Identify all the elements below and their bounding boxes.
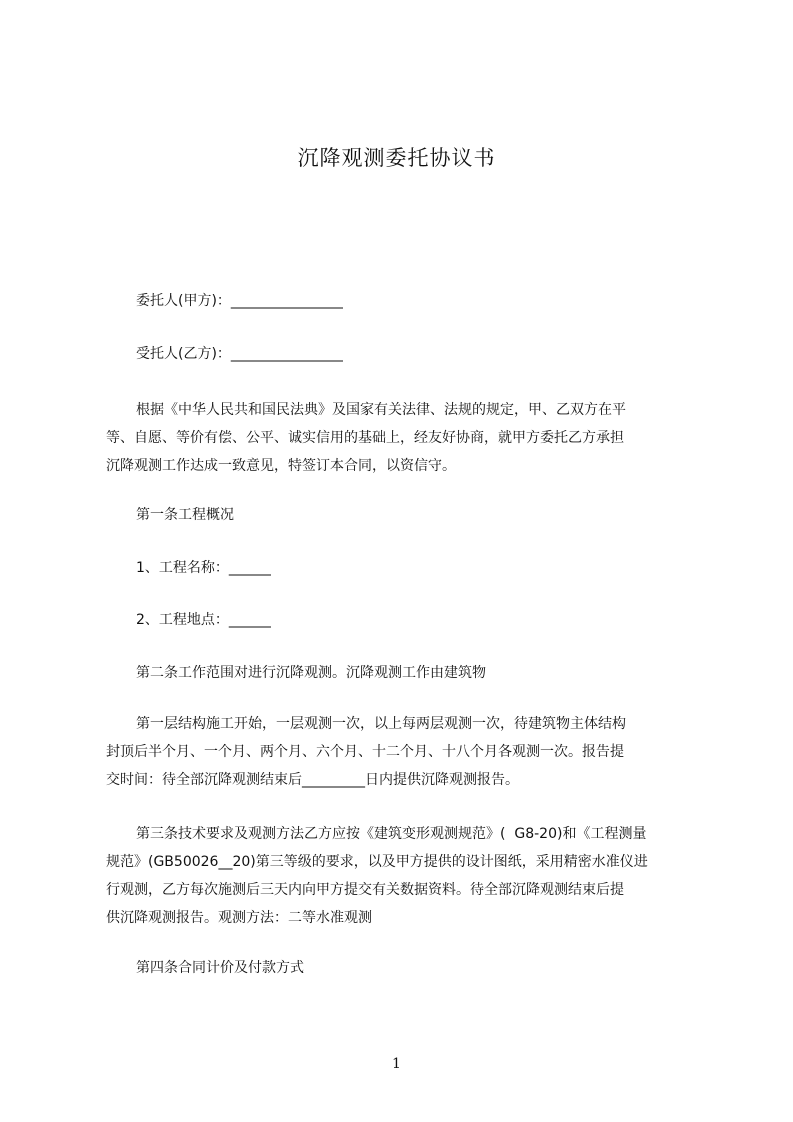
article3-line: 规范》(GB50026__20)第三等级的要求，以及甲方提供的设计图纸，采用精密水准仪进 [106, 854, 648, 870]
project-name-line: 1、工程名称：______ [136, 560, 271, 576]
intro-line: 等、自愿、等价有偿、公平、诚实信用的基础上，经友好协商，就甲方委托乙方承担 [106, 430, 624, 446]
contractor-party-line: 受托人(乙方)：________________ [136, 346, 343, 362]
article1-heading: 第一条工程概况 [136, 507, 234, 523]
intro-line: 沉降观测工作达成一致意见，特签订本合同，以资信守。 [106, 458, 456, 474]
project-location-line: 2、工程地点：______ [136, 612, 271, 628]
article3-line: 供沉降观测报告。观测方法：二等水准观测 [106, 910, 372, 926]
article3-paragraph [106, 820, 700, 932]
intro-line: 根据《中华人民共和国民法典》及国家有关法律、法规的规定，甲、乙双方在平 [136, 402, 626, 418]
article3-line: 行观测，乙方每次施测后三天内向甲方提交有关数据资料。待全部沉降观测结束后提 [106, 882, 624, 898]
article2-heading: 第二条工作范围对进行沉降观测。沉降观测工作由建筑物 [136, 665, 486, 681]
document-title: 沉降观测委托协议书 [297, 146, 496, 170]
schedule-line: 交时间：待全部沉降观测结束后_________日内提供沉降观测报告。 [106, 772, 519, 788]
intro-paragraph [106, 396, 700, 480]
article4-heading: 第四条合同计价及付款方式 [136, 960, 304, 976]
schedule-paragraph [106, 710, 700, 794]
schedule-line: 第一层结构施工开始，一层观测一次，以上每两层观测一次，待建筑物主体结构 [136, 716, 626, 732]
client-party-line: 委托人(甲方)：________________ [136, 293, 343, 309]
schedule-line: 封顶后半个月、一个月、两个月、六个月、十二个月、十八个月各观测一次。报告提 [106, 744, 624, 760]
article3-line: 第三条技术要求及观测方法乙方应按《建筑变形观测规范》( G8-20)和《工程测量 [136, 826, 647, 842]
page-number: 1 [392, 1056, 401, 1072]
